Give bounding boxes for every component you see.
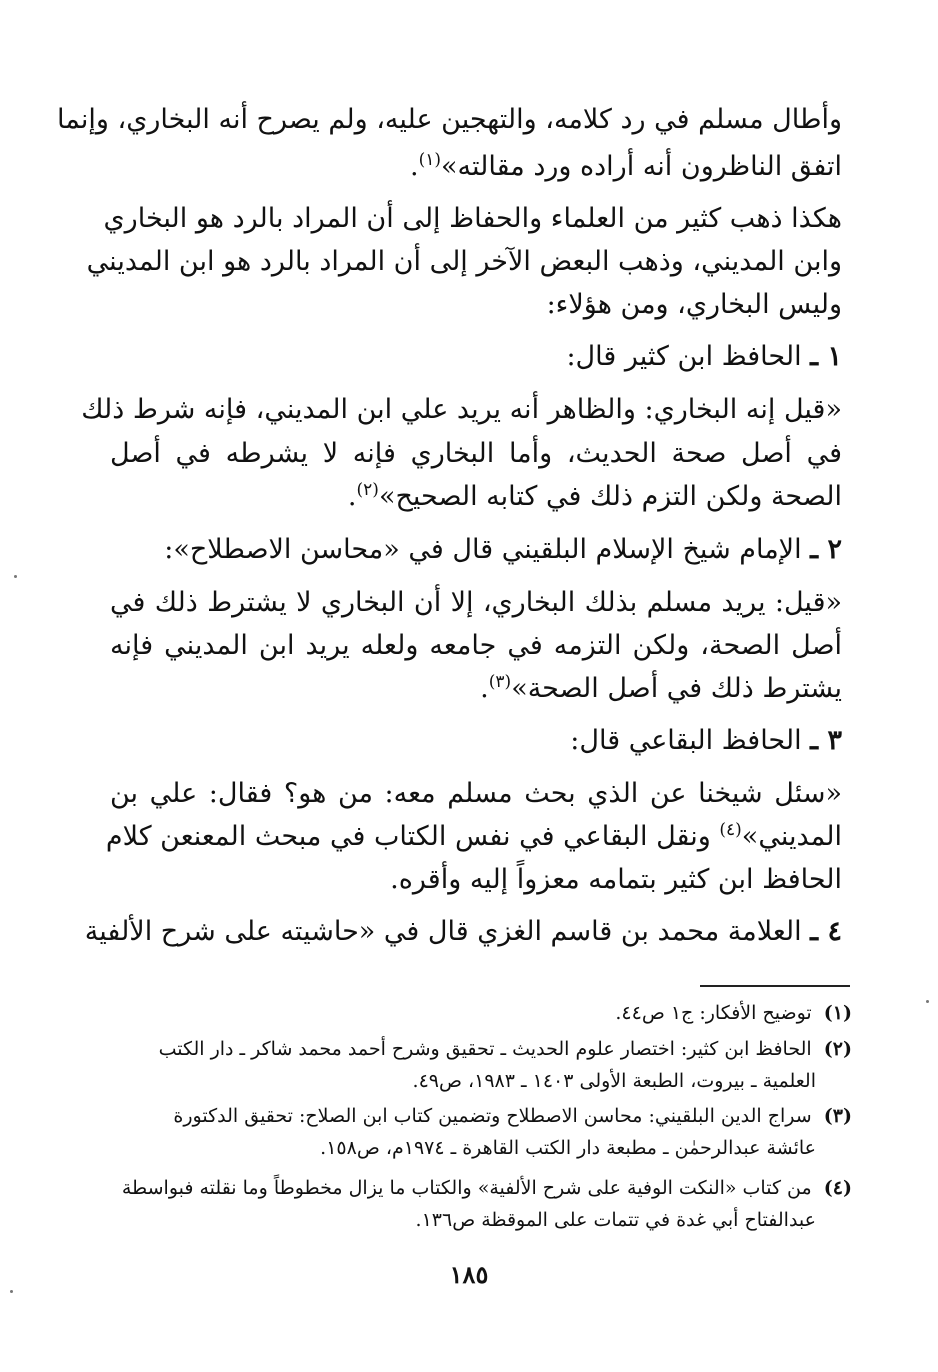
footnote-4-line1 (110, 1172, 852, 1204)
scan-speck (10, 1290, 13, 1293)
item1-quote-line2: في أصل صحة الحديث، وأما البخاري فإنه لا يشرطه في أصل (110, 438, 842, 469)
item2-quote-line1: «قيل: يريد مسلم بذلك البخاري، إلا أن البخاري لا يشترط ذلك في (110, 587, 842, 618)
item1-quote-line3 (348, 477, 842, 517)
footnote-1-text: توضيح الأفكار: ج١ ص٤٤. (615, 1002, 812, 1024)
para1-line2-end: . (410, 151, 419, 182)
item2-heading-line (164, 530, 842, 570)
footnote-3-number: (٣) (823, 1105, 852, 1127)
item1-number: ١ ـ (810, 341, 842, 372)
footnote-4-line2: عبدالفتاح أبي غدة في تتمات على الموقظة ص١٣٦. (415, 1209, 816, 1231)
item3-quote-line1: «سئل شيخنا عن الذي بحث مسلم معه: من هو؟ فقال: علي بن (110, 778, 842, 809)
item3-quote-line2 (105, 817, 842, 857)
footnote-1-number: (١) (823, 1002, 852, 1024)
para1-line1: وأطال مسلم في رد كلامه، والتهجين عليه، ولم يصرح أنه البخاري، وإنما (57, 104, 842, 135)
item3-quote-line3: الحافظ ابن كثير بتمامه معزواً إليه وأقره. (390, 864, 842, 895)
para2-line1: هكذا ذهب كثير من العلماء والحفاظ إلى أن المراد بالرد هو البخاري (103, 203, 842, 234)
footnote-2-line1 (110, 1033, 852, 1065)
item1-quote-line3-text: الصحة ولكن التزم ذلك في كتابه الصحيح» (378, 481, 842, 512)
footnote-ref-3: (٣) (488, 672, 512, 692)
footnote-2-line2: العلمية ـ بيروت، الطبعة الأولى ١٤٠٣ ـ ١٩٨٣، ص٤٩. (412, 1070, 816, 1092)
footnote-ref-4: (٤) (719, 820, 742, 840)
item4-number: ٤ ـ (810, 916, 842, 947)
para1-line2 (410, 147, 842, 187)
footnote-3-line1 (110, 1100, 852, 1132)
item2-quote-line3-end: . (480, 673, 489, 704)
footnote-3-text: سراج الدين البلقيني: محاسن الاصطلاح وتضمين كتاب ابن الصلاح: تحقيق الدكتورة (173, 1105, 812, 1127)
footnote-4-number: (٤) (823, 1177, 852, 1199)
para2-line3: وليس البخاري، ومن هؤلاء: (546, 289, 842, 320)
scan-speck (14, 575, 17, 578)
footnote-ref-1: (١) (418, 150, 442, 170)
item1-quote-line3-end: . (347, 481, 357, 512)
para1-line2-text: اتفق الناظرون أنه أراده ورد مقالته» (441, 151, 842, 182)
item4-heading: العلامة محمد بن قاسم الغزي قال في «حاشيته على شرح الألفية (84, 916, 802, 947)
item2-quote-line3-text: يشترط ذلك في أصل الصحة» (511, 673, 842, 704)
scan-speck (926, 1000, 929, 1003)
footnote-3-line2: عائشة عبدالرحمٰن ـ مطبعة دار الكتب القاهرة ـ ١٩٧٤م، ص١٥٨. (320, 1137, 816, 1159)
item3-heading: الحافظ البقاعي قال: (570, 725, 802, 756)
para2-line2: وابن المديني، وذهب البعض الآخر إلى أن المراد بالرد هو ابن المديني (86, 246, 842, 277)
item2-quote-line2: أصل الصحة، ولكن التزمه في جامعه ولعله يريد ابن المديني فإنه (110, 630, 842, 661)
item2-heading: الإمام شيخ الإسلام البلقيني قال في «محاسن الاصطلاح»: (164, 534, 802, 565)
footnote-2-text: الحافظ ابن كثير: اختصار علوم الحديث ـ تحقيق وشرح أحمد محمد شاكر ـ دار الكتب (158, 1038, 812, 1060)
item2-quote-line3 (480, 669, 842, 709)
footnote-4-text: من كتاب «النكت الوفية على شرح الألفية» والكتاب ما يزال مخطوطاً وما نقلته فبواسطة (121, 1177, 812, 1199)
item1-heading-line (566, 337, 842, 377)
item3-number: ٣ ـ (810, 725, 842, 756)
footnote-separator (700, 985, 850, 987)
item3-heading-line (570, 721, 842, 761)
item3-quote-line2-start: المديني» (741, 821, 842, 852)
item2-number: ٢ ـ (810, 534, 842, 565)
page-number: ١٨٥ (449, 1260, 489, 1289)
footnote-ref-2: (٢) (356, 480, 379, 500)
footnote-2-number: (٢) (823, 1038, 852, 1060)
item1-quote-line1: «قيل إنه البخاري: والظاهر أنه يريد علي ابن المديني، فإنه شرط ذلك (81, 394, 842, 425)
footnote-1 (615, 997, 852, 1029)
item4-heading-line (84, 912, 842, 952)
item3-quote-line2-rest: ونقل البقاعي في نفس الكتاب في مبحث المعنعن كلام (105, 821, 711, 852)
item1-heading: الحافظ ابن كثير قال: (566, 341, 802, 372)
